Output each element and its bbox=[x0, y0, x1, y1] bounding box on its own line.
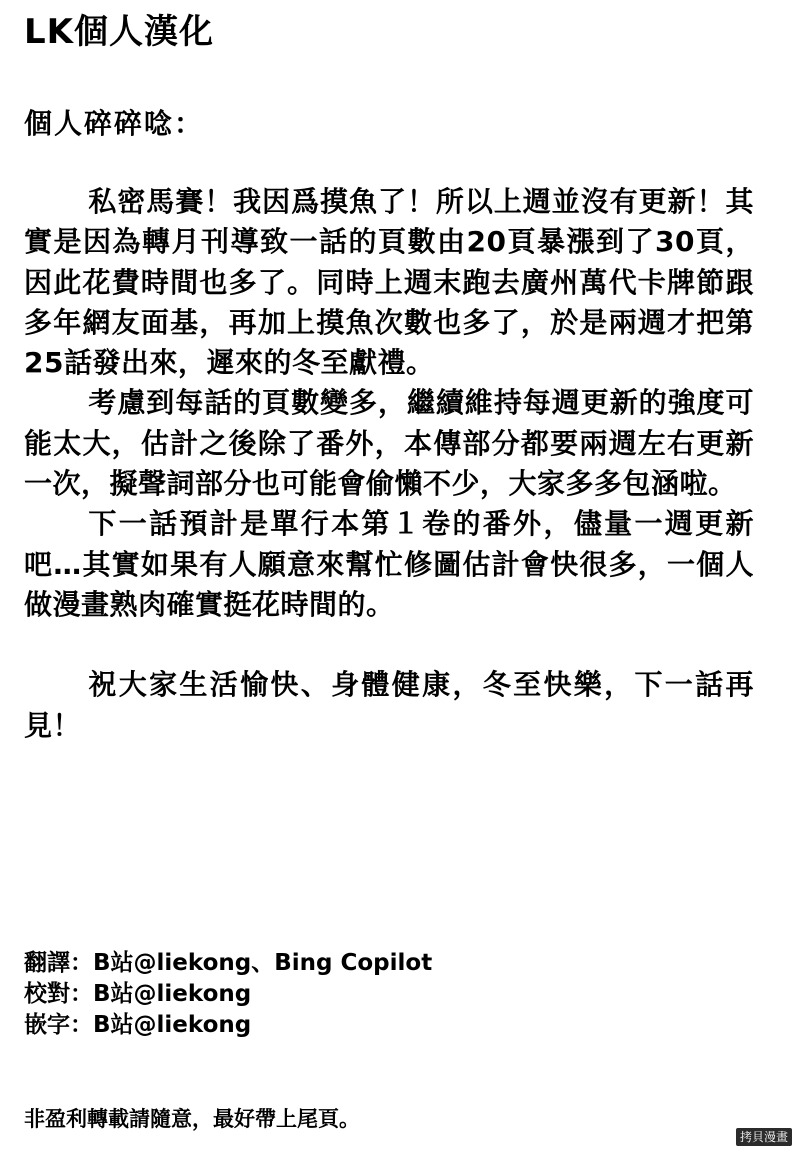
paragraph-greeting: 祝大家生活愉快、身體健康，冬至快樂，下一話再見！ bbox=[24, 668, 754, 742]
credit-proofreading: 校對：B站@liekong bbox=[24, 981, 252, 1007]
repost-note: 非盈利轉載請隨意，最好帶上尾頁。 bbox=[24, 1107, 360, 1131]
credits bbox=[24, 948, 432, 1041]
credit-translation: 翻譯：B站@liekong、Bing Copilot bbox=[24, 950, 433, 976]
paragraph-update-schedule: 考慮到每話的頁數變多，繼續維持每週更新的強度可能太大，估計之後除了番外，本傳部分都要兩週左右更新一次，擬聲詞部分也可能會偷懶不少，大家多多包涵啦。 bbox=[24, 386, 754, 501]
paragraph-next-chapter: 下一話預計是單行本第１卷的番外，儘量一週更新吧…其實如果有人願意來幫忙修圖估計會快很多，一個人做漫畫熟肉確實挺花時間的。 bbox=[24, 507, 754, 621]
paragraph-update-delay: 私密馬賽！我因爲摸魚了！所以上週並沒有更新！其實是因為轉月刊導致一話的頁數由20頁暴漲到了30頁，因此花費時間也多了。同時上週末跑去廣州萬代卡牌節跟多年網友面基，再加上摸魚次數也多了，於是兩週才把第25話發出來，遲來的冬至獻禮。 bbox=[24, 185, 754, 380]
page-title: LK個人漢化 bbox=[24, 12, 215, 52]
site-watermark: 拷貝漫畫 bbox=[736, 1128, 792, 1146]
notes-heading: 個人碎碎唸： bbox=[24, 107, 205, 140]
notes-body bbox=[24, 182, 754, 746]
credit-typesetting: 嵌字：B站@liekong bbox=[24, 1012, 252, 1038]
